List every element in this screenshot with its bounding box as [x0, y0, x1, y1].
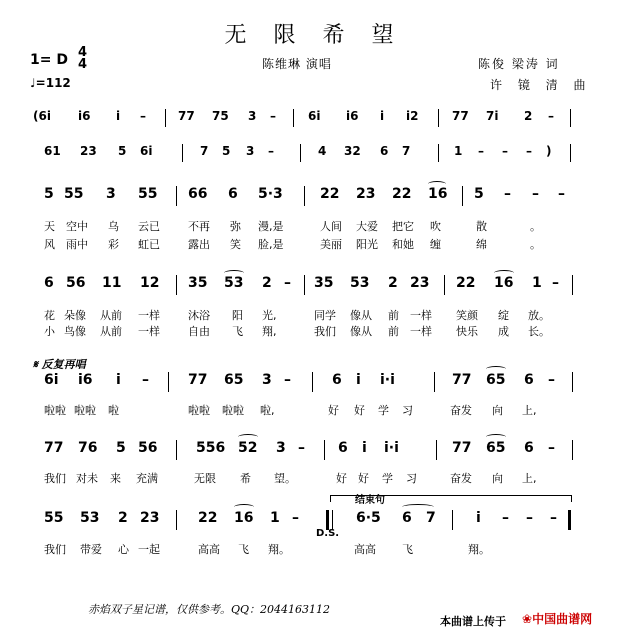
barline: [438, 109, 439, 127]
note: –: [548, 109, 554, 123]
note: 5: [118, 144, 127, 158]
note: –: [558, 186, 565, 202]
lyric: 翔,: [262, 325, 277, 338]
note: 23: [356, 186, 376, 202]
barline: [324, 440, 325, 460]
tie-arc: [494, 270, 514, 276]
lyric: 上,: [522, 472, 537, 485]
lyric: 飞: [402, 543, 413, 556]
note: 35: [188, 275, 208, 291]
barline: [572, 440, 573, 460]
lyric: 美丽: [320, 238, 342, 251]
lyric: 笑: [230, 238, 241, 251]
note: i·i: [380, 372, 395, 388]
note: i: [116, 372, 121, 388]
note: 1: [532, 275, 542, 291]
barline: [570, 109, 571, 127]
lyric: 漫,是: [258, 220, 284, 233]
note: 6: [44, 275, 54, 291]
site-logo-icon: ❀: [522, 612, 533, 626]
chorus-line-1-notes: [0, 372, 628, 392]
note: 7i: [486, 109, 499, 123]
lyric: 好: [336, 472, 347, 485]
note: –: [552, 275, 559, 291]
note: 75: [212, 109, 229, 123]
barline: [462, 186, 463, 206]
note: 65: [486, 372, 506, 388]
lyric: 一样: [410, 325, 432, 338]
note: ): [546, 144, 552, 158]
segno-icon: 𝄋: [33, 358, 38, 371]
note: 77: [44, 440, 64, 456]
lyric: 天: [44, 220, 55, 233]
note: 6: [338, 440, 348, 456]
lyric: 啦,: [260, 404, 275, 417]
lyric: 飞: [238, 543, 249, 556]
note: 52: [238, 440, 258, 456]
lyric: 鸟像: [64, 325, 86, 338]
note: 65: [486, 440, 506, 456]
note: 6: [332, 372, 342, 388]
tie-arc: [238, 434, 258, 440]
lyric: 啦啦: [44, 404, 66, 417]
ending-label: 结束句: [355, 495, 385, 506]
lyric: 同学: [314, 309, 336, 322]
time-signature-bottom: 4: [78, 57, 88, 72]
lyric: 缠: [430, 238, 441, 251]
note: 3: [248, 109, 257, 123]
note: –: [526, 510, 533, 526]
key-signature: 1= D: [30, 52, 68, 68]
note: 5: [474, 186, 484, 202]
barline: [332, 510, 333, 530]
note: 1: [454, 144, 463, 158]
lyric: 习: [402, 404, 413, 417]
note: 6: [524, 372, 534, 388]
lyric: 空中: [66, 220, 88, 233]
lyric: 上,: [522, 404, 537, 417]
note: 5·3: [258, 186, 283, 202]
ds-mark: D.S.: [316, 528, 340, 539]
note: 53: [224, 275, 244, 291]
note: 5: [116, 440, 126, 456]
note: 53: [80, 510, 100, 526]
note: –: [548, 372, 555, 388]
note: 7: [402, 144, 411, 158]
tie-arc: [224, 270, 244, 276]
barline: [168, 372, 169, 392]
lyric: 露出: [188, 238, 210, 251]
note: i: [476, 510, 481, 526]
note: –: [532, 186, 539, 202]
lyric: 对未: [76, 472, 98, 485]
note: 55: [44, 510, 64, 526]
lyric: 来: [110, 472, 121, 485]
time-signature-top: 4: [78, 45, 88, 60]
lyric: 沐浴: [188, 309, 210, 322]
lyric: 学: [378, 404, 389, 417]
note: 16: [494, 275, 514, 291]
lyric: 一样: [138, 309, 160, 322]
note: –: [548, 440, 555, 456]
note: 5: [44, 186, 54, 202]
lyric: 翔。: [468, 543, 490, 556]
barline: [176, 275, 177, 295]
lyric: 翔。: [268, 543, 290, 556]
lyric: 成: [498, 325, 509, 338]
lyric: 放。: [528, 309, 550, 322]
lyric: 小: [44, 325, 55, 338]
note: –: [140, 109, 146, 123]
lyric: 一样: [410, 309, 432, 322]
barline: [165, 109, 166, 127]
note: 77: [452, 372, 472, 388]
lyricist-credit: 陈俊 梁涛 词: [478, 57, 560, 71]
note: –: [502, 510, 509, 526]
lyric: 好: [358, 472, 369, 485]
note: i2: [406, 109, 419, 123]
barline: [312, 372, 313, 392]
note: 66: [188, 186, 208, 202]
note: i: [362, 440, 367, 456]
lyric: 高高: [354, 543, 376, 556]
lyric: 阳光: [356, 238, 378, 251]
upload-label: 本曲谱上传于: [440, 615, 506, 628]
note: –: [292, 510, 299, 526]
lyric: 把它: [392, 220, 414, 233]
note: 22: [392, 186, 412, 202]
lyric: 高高: [198, 543, 220, 556]
note: 35: [314, 275, 334, 291]
note: i6: [78, 372, 93, 388]
chorus-line-2-notes: [0, 440, 628, 460]
lyric: 笑颜: [456, 309, 478, 322]
lyric: 啦啦: [188, 404, 210, 417]
note: 23: [410, 275, 430, 291]
note: 23: [80, 144, 97, 158]
site-name: 中国曲谱网: [532, 612, 593, 626]
note: 77: [188, 372, 208, 388]
barline: [300, 144, 301, 162]
note: 16: [428, 186, 448, 202]
intro-line-2: [0, 144, 628, 164]
lyric: 像从: [350, 325, 372, 338]
lyric: 散: [476, 220, 487, 233]
note: 556: [196, 440, 226, 456]
composer-credit: 许 镜 清 曲: [490, 78, 592, 92]
note: 1: [270, 510, 280, 526]
lyric: 云已: [138, 220, 160, 233]
tie-arc: [486, 366, 506, 372]
lyric: 前: [388, 325, 399, 338]
note: 11: [102, 275, 122, 291]
lyric: 虹已: [138, 238, 160, 251]
note: 6i: [44, 372, 59, 388]
barline: [452, 510, 453, 530]
note: i·i: [384, 440, 399, 456]
note: i: [116, 109, 121, 123]
lyric: 绵: [476, 238, 487, 251]
lyric: 充满: [136, 472, 158, 485]
lyric: 无限: [194, 472, 216, 485]
note: 6: [380, 144, 389, 158]
lyric: 啦: [108, 404, 119, 417]
note: 6: [402, 510, 412, 526]
lyric: 奋发: [450, 472, 472, 485]
note: 56: [66, 275, 86, 291]
barline: [304, 186, 305, 206]
lyric: 风: [44, 238, 55, 251]
barline: [572, 275, 573, 295]
note: –: [298, 440, 305, 456]
lyric: 不再: [188, 220, 210, 233]
tie-arc: [234, 504, 254, 510]
note: 3: [276, 440, 286, 456]
lyric: 希: [240, 472, 251, 485]
barline: [304, 275, 305, 295]
lyric: 。: [530, 220, 541, 233]
lyric: 好: [328, 404, 339, 417]
lyric: 学: [382, 472, 393, 485]
lyric: 带爱: [80, 543, 102, 556]
note: 4: [318, 144, 327, 158]
lyric: 我们: [44, 543, 66, 556]
barline: [570, 144, 571, 162]
note: 6: [228, 186, 238, 202]
lyric: 奋发: [450, 404, 472, 417]
ending-line-notes: [0, 510, 628, 530]
note: –: [550, 510, 557, 526]
final-barline: [568, 510, 571, 530]
note: 55: [64, 186, 84, 202]
singer-credit: 陈维琳 演唱: [262, 57, 332, 71]
note: (6i: [33, 109, 51, 123]
barline: [438, 144, 439, 162]
note: 65: [224, 372, 244, 388]
note: 5: [222, 144, 231, 158]
note: 77: [452, 109, 469, 123]
lyric: 我们: [314, 325, 336, 338]
lyric: 前: [388, 309, 399, 322]
lyric: 朵像: [64, 309, 86, 322]
note: i: [380, 109, 385, 123]
tie-arc: [428, 181, 446, 187]
lyric: 花: [44, 309, 55, 322]
barline: [444, 275, 445, 295]
note: 3: [246, 144, 255, 158]
note: 6i: [140, 144, 153, 158]
note: –: [142, 372, 149, 388]
note: 3: [106, 186, 116, 202]
note: 6: [524, 440, 534, 456]
lyric: 吹: [430, 220, 441, 233]
lyric: 脸,是: [258, 238, 284, 251]
note: 22: [198, 510, 218, 526]
note: i: [356, 372, 361, 388]
barline: [176, 186, 177, 206]
note: 2: [262, 275, 272, 291]
note: –: [526, 144, 532, 158]
note: 2: [118, 510, 128, 526]
lyric: 。: [530, 238, 541, 251]
lyric: 啦啦: [222, 404, 244, 417]
barline: [436, 440, 437, 460]
lyric: 习: [406, 472, 417, 485]
lyric: 向: [492, 404, 503, 417]
transcriber-note: 赤焰双子星记谱，仅供参考。QQ：2044163112: [88, 603, 331, 616]
note: 2: [388, 275, 398, 291]
lyric: 一样: [138, 325, 160, 338]
time-signature: [78, 47, 87, 71]
lyric: 向: [492, 472, 503, 485]
lyric: 从前: [100, 325, 122, 338]
segno-label: 反复再唱: [41, 358, 86, 371]
note: 77: [178, 109, 195, 123]
note: –: [268, 144, 274, 158]
note: 22: [320, 186, 340, 202]
note: 23: [140, 510, 160, 526]
note: 32: [344, 144, 361, 158]
intro-line-1: [0, 109, 628, 129]
barline: [572, 372, 573, 392]
lyric: 好: [354, 404, 365, 417]
site-logo[interactable]: [522, 610, 592, 627]
lyric: 像从: [350, 309, 372, 322]
note: 7: [426, 510, 436, 526]
note: –: [504, 186, 511, 202]
barline: [176, 510, 177, 530]
note: 22: [456, 275, 476, 291]
barline: [176, 440, 177, 460]
lyric: 我们: [44, 472, 66, 485]
lyric: 乌: [108, 220, 119, 233]
page-title: 无 限 希 望: [224, 23, 404, 48]
note: 6·5: [356, 510, 381, 526]
lyric: 啦啦: [74, 404, 96, 417]
lyric: 人间: [320, 220, 342, 233]
lyric: 飞: [232, 325, 243, 338]
note: 12: [140, 275, 160, 291]
lyric: 光,: [262, 309, 277, 322]
lyric: 大爱: [356, 220, 378, 233]
tie-arc: [402, 504, 434, 510]
segno-mark: [33, 356, 86, 372]
lyric: 望。: [274, 472, 296, 485]
note: –: [502, 144, 508, 158]
note: 61: [44, 144, 61, 158]
note: 16: [234, 510, 254, 526]
lyric: 和她: [392, 238, 414, 251]
note: –: [284, 372, 291, 388]
note: 55: [138, 186, 158, 202]
verse-line-2-notes: [0, 275, 628, 295]
note: 2: [524, 109, 533, 123]
barline: [293, 109, 294, 127]
tempo-mark: ♩=112: [30, 76, 71, 90]
repeat-end-barline: [326, 510, 329, 530]
note: 7: [200, 144, 209, 158]
note: 53: [350, 275, 370, 291]
lyric: 彩: [108, 238, 119, 251]
lyric: 雨中: [66, 238, 88, 251]
lyric: 绽: [498, 309, 509, 322]
lyric: 一起: [138, 543, 160, 556]
note: i6: [346, 109, 359, 123]
note: i6: [78, 109, 91, 123]
note: –: [478, 144, 484, 158]
lyric: 阳: [232, 309, 243, 322]
note: 76: [78, 440, 98, 456]
lyric: 从前: [100, 309, 122, 322]
note: –: [284, 275, 291, 291]
note: 3: [262, 372, 272, 388]
note: 6i: [308, 109, 321, 123]
note: –: [270, 109, 276, 123]
note: 77: [452, 440, 472, 456]
lyric: 弥: [230, 220, 241, 233]
verse-line-1-notes: [0, 186, 628, 206]
tie-arc: [486, 434, 506, 440]
note: 56: [138, 440, 158, 456]
lyric: 自由: [188, 325, 210, 338]
barline: [182, 144, 183, 162]
barline: [434, 372, 435, 392]
lyric: 快乐: [456, 325, 478, 338]
lyric: 长。: [528, 325, 550, 338]
lyric: 心: [118, 543, 129, 556]
